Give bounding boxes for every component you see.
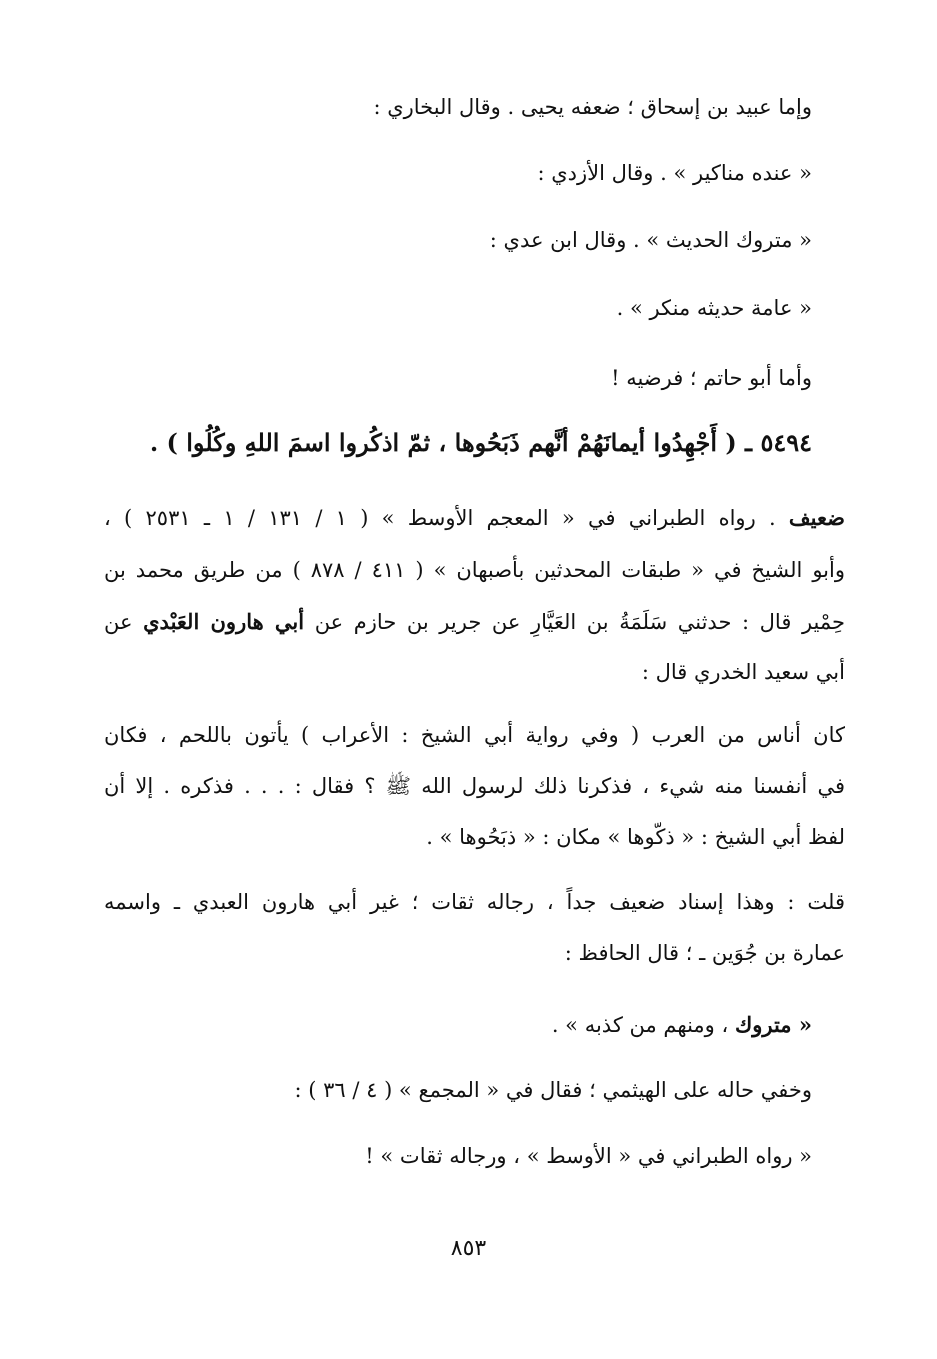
page-number: ٨٥٣ — [450, 1236, 487, 1261]
takhrij-line-1 — [104, 501, 845, 535]
text-line-4: « عامة حديثه منكر » . — [616, 296, 812, 320]
comment-line-2: عمارة بن جُوَين ـ ؛ قال الحافظ : — [564, 941, 845, 965]
text-line-1: وإما عبيد بن إسحاق ؛ ضعفه يحيى . وقال البخاري : — [373, 95, 812, 119]
takhrij-line-3-text-a: حِمْير قال : حدثني سَلَمَةُ بن العَيَّارِ عن جرير بن حازم عن — [314, 610, 845, 634]
takhrij-line-2: وأبو الشيخ في « طبقات المحدثين بأصبهان » ( ٤١١ / ٨٧٨ ) من طريق محمد بن — [104, 558, 845, 582]
narration-line-2: في أنفسنا منه شيء ، فذكرنا ذلك لرسول الله ﷺ ؟ فقال : . . . فذكره . إلا أن — [104, 774, 845, 798]
narrator-name-bold: أبي هارون العَبْدي — [143, 609, 305, 634]
grade-label: ضعيف — [788, 505, 845, 530]
narration-line-1: كان أناس من العرب ( وفي رواية أبي الشيخ : الأعراب ) يأتون باللحم ، فكان — [104, 723, 845, 747]
hadith-heading: ٥٤٩٤ ـ ( أَجْهِدُوا أيمانَهُمْ أنَّهم ذَبَحُوها ، ثمّ اذكُروا اسمَ اللهِ وكُلُوا ) . — [149, 428, 812, 457]
comment-line-5: « رواه الطبراني في « الأوسط » ، ورجاله ثقات » ! — [365, 1144, 812, 1168]
text-line-3: « متروك الحديث » . وقال ابن عدي : — [489, 228, 812, 252]
takhrij-line-3-text-b: عن — [104, 610, 133, 634]
narration-line-3: لفظ أبي الشيخ : « ذكّوها » مكان : « ذبَحُوها » . — [426, 825, 845, 849]
takhrij-line-4: أبي سعيد الخدري قال : — [641, 660, 845, 684]
takhrij-line-3 — [104, 605, 845, 639]
quote-rest: ، ومنهم من كذبه » . — [551, 1013, 729, 1037]
takhrij-line-1-text: . رواه الطبراني في « المعجم الأوسط » ( ١ / ١٣١ / ١ ـ ٢٥٣١ ) ، — [104, 506, 776, 530]
quote-bold: « متروك — [734, 1012, 812, 1037]
text-line-5: وأما أبو حاتم ؛ فرضيه ! — [611, 366, 812, 390]
quote-line — [552, 1008, 812, 1042]
text-line-2: « عنده مناكير » . وقال الأزدي : — [537, 161, 812, 185]
comment-line-4: وخفي حاله على الهيثمي ؛ فقال في « المجمع » ( ٤ / ٣٦ ) : — [294, 1078, 812, 1102]
comment-line-1: قلت : وهذا إسناد ضعيف جداً ، رجاله ثقات ؛ غير أبي هارون العبدي ـ واسمه — [104, 890, 845, 914]
